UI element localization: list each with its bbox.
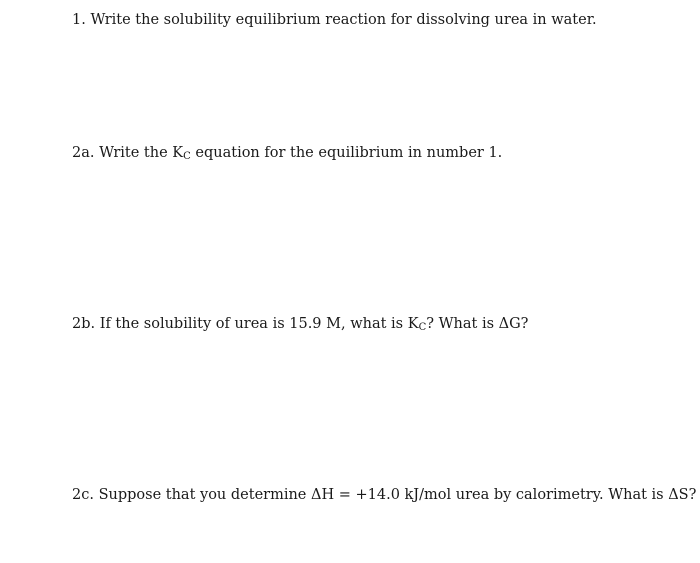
question-2c [72, 485, 696, 505]
question-2b-text-start: 2b. If the solubility of urea is 15.9 M, what is K [72, 316, 419, 332]
kc-subscript: C [418, 322, 427, 333]
question-1-text: 1. Write the solubility equilibrium reaction for dissolving urea in water. [72, 12, 597, 28]
question-1 [72, 10, 597, 30]
question-2a-text-start: 2a. Write the K [72, 145, 184, 161]
question-2c-text: 2c. Suppose that you determine ΔH = +14.0 kJ/mol urea by calorimetry. What is ΔS? [72, 487, 697, 503]
question-2b [72, 314, 528, 338]
question-2a [72, 143, 502, 167]
question-2a-text-end: equation for the equilibrium in number 1. [190, 145, 503, 161]
question-2b-text-end: ? What is ΔG? [426, 316, 529, 332]
kc-subscript: C [183, 151, 191, 162]
